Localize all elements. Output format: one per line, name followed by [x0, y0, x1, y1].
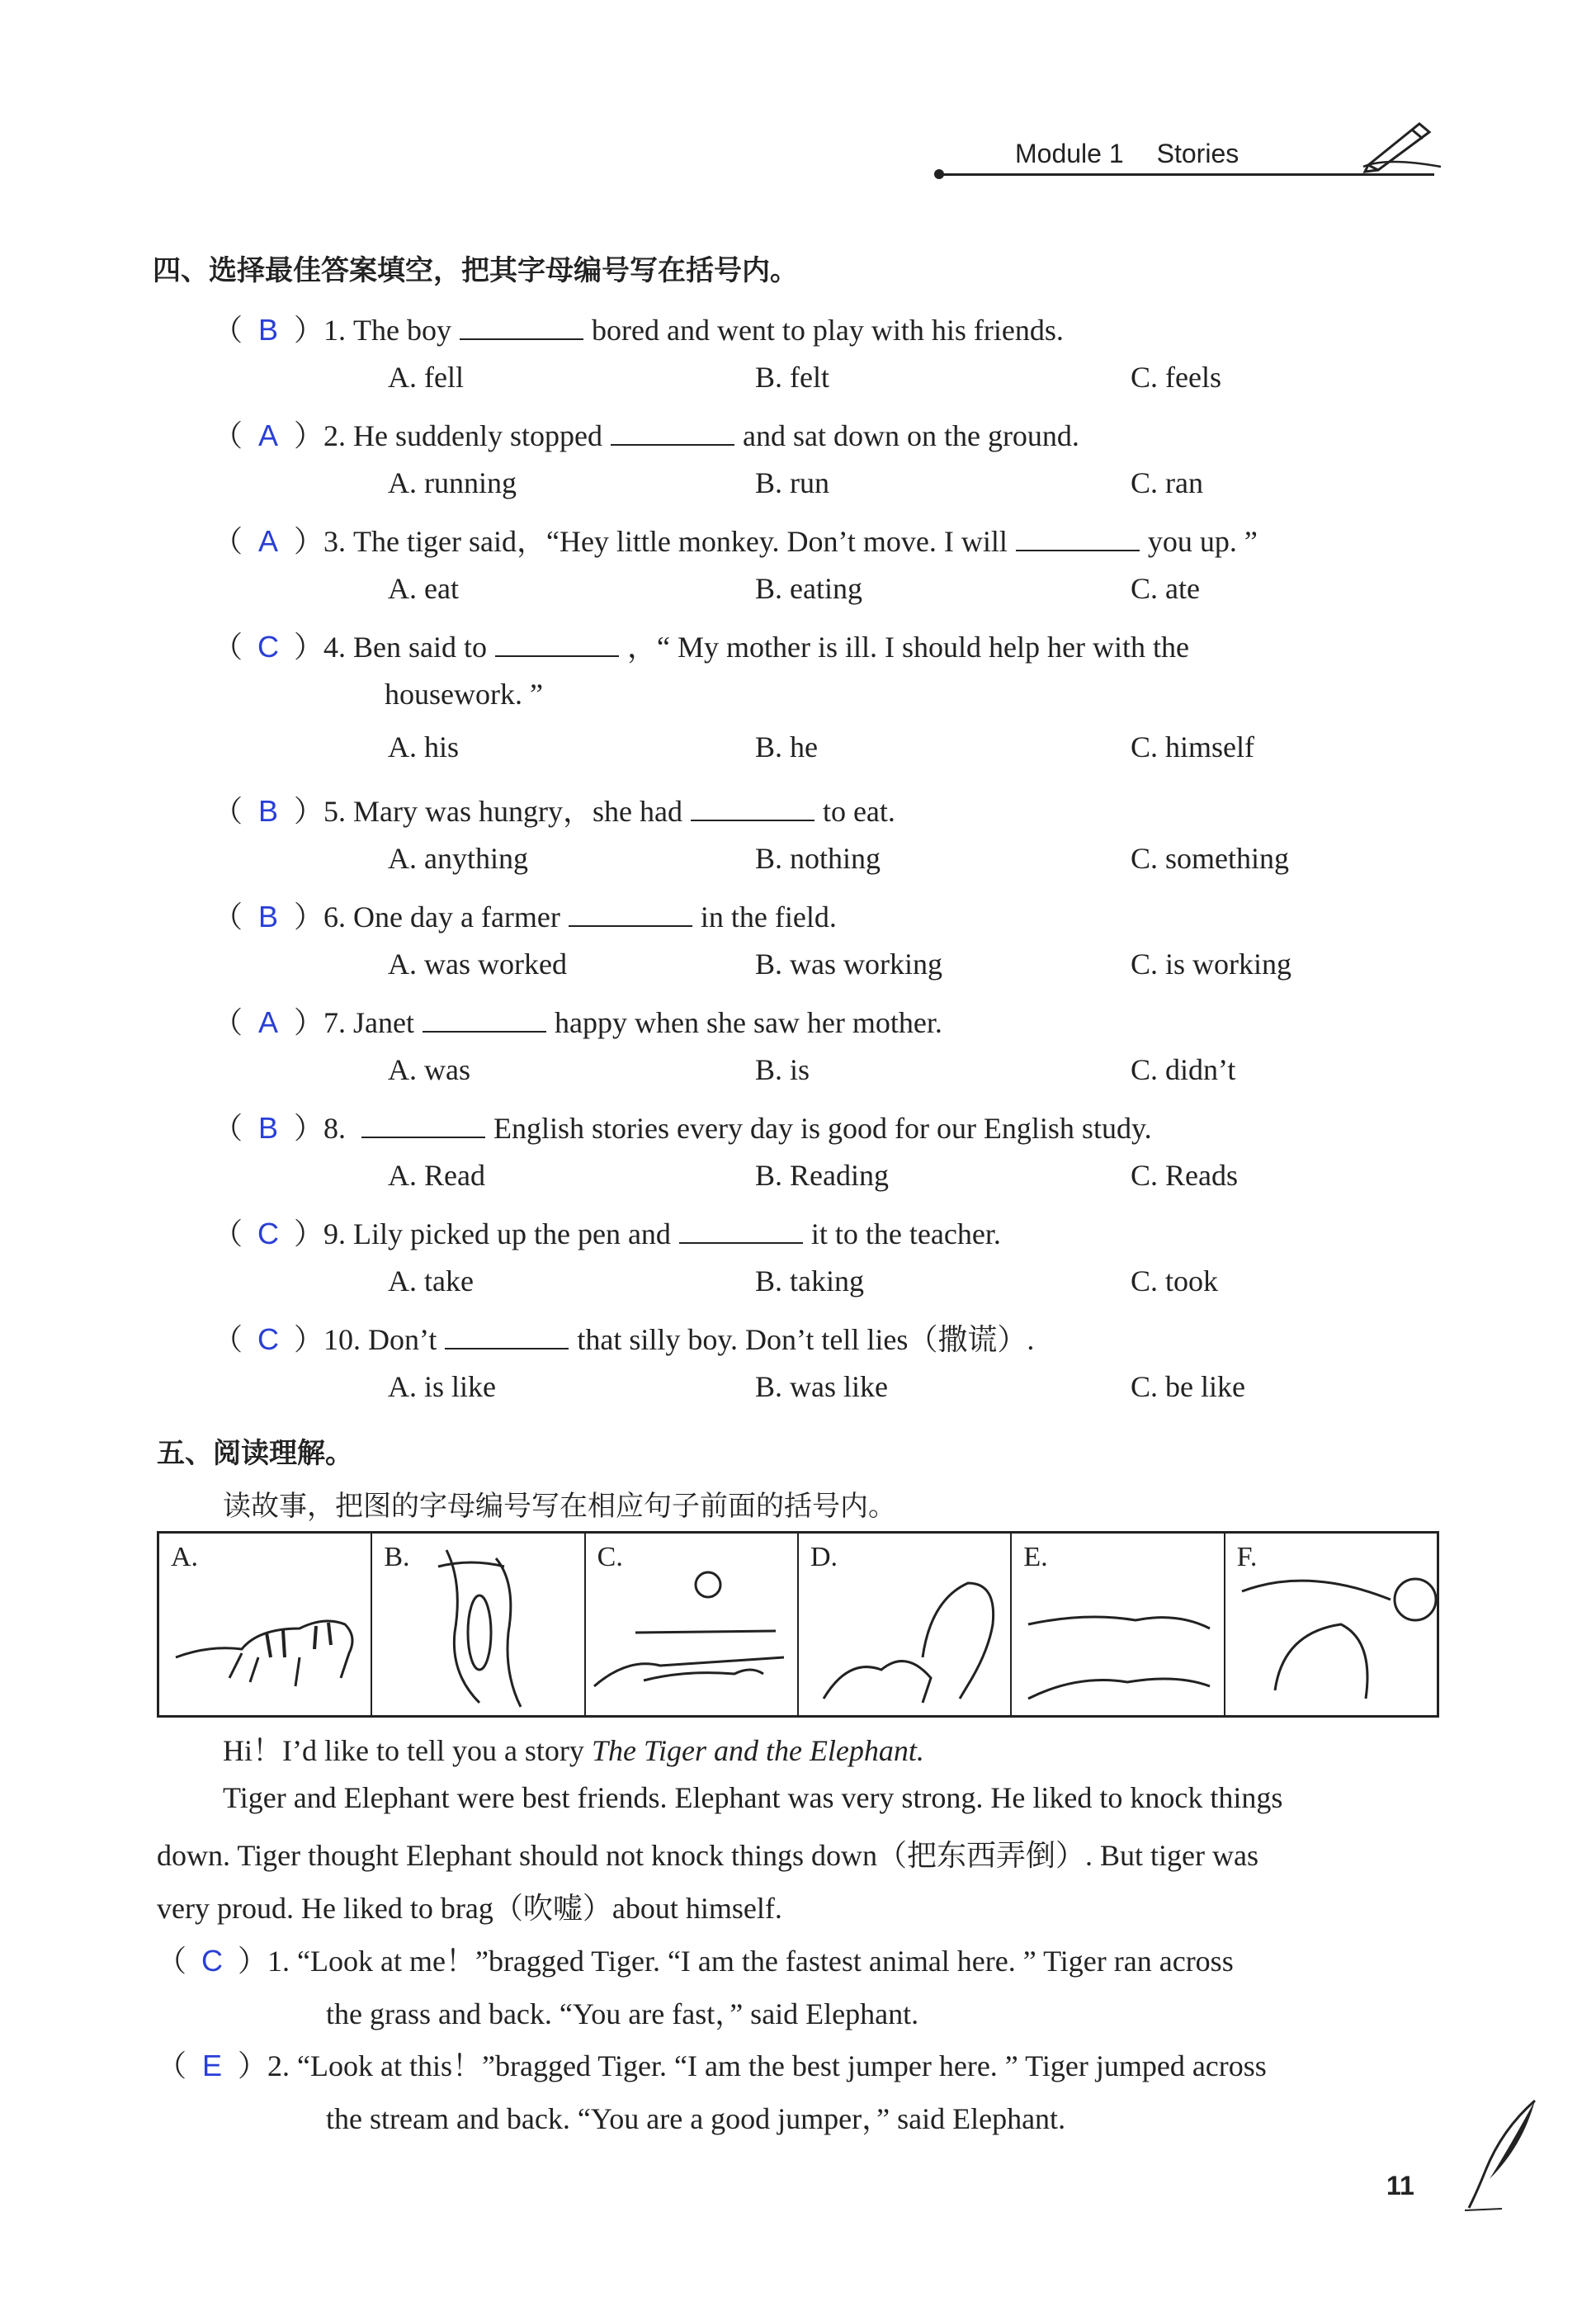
question-text-post: happy when she saw her mother.	[555, 1006, 942, 1039]
answer-option[interactable]: C. Reads	[1131, 1159, 1238, 1192]
open-paren: （	[213, 1006, 243, 1039]
answer-option[interactable]: B. he	[755, 730, 818, 763]
open-paren: （	[213, 1217, 243, 1250]
picture-label: E.	[1023, 1542, 1048, 1572]
answer-field[interactable]: A	[258, 524, 279, 558]
answer-field[interactable]: C	[257, 630, 280, 664]
answer-field[interactable]: E	[202, 2049, 223, 2082]
picture-strip	[157, 1531, 1439, 1718]
answer-blank[interactable]	[423, 1006, 546, 1033]
picture-b	[372, 1534, 585, 1715]
answer-blank[interactable]	[679, 1217, 803, 1244]
question-text-pre: He suddenly stopped	[353, 419, 602, 452]
question-text-post: bored and went to play with his friends.	[592, 314, 1064, 347]
close-paren: ）	[238, 1945, 268, 1978]
elephant-tree-icon	[1225, 1534, 1438, 1715]
answer-option[interactable]: C. is working	[1131, 948, 1292, 981]
question-row	[213, 518, 1258, 560]
question-text-post: in the field.	[700, 900, 837, 933]
item-number: 1.	[267, 1945, 290, 1978]
answer-option[interactable]: A. take	[388, 1264, 474, 1297]
question-row	[213, 1105, 1152, 1147]
open-paren: （	[213, 525, 243, 558]
question-row	[213, 1000, 942, 1042]
picture-e	[1012, 1534, 1225, 1715]
question-number: 1.	[323, 314, 347, 347]
question-number: 6.	[323, 900, 347, 933]
item-text: “Look at me！”bragged Tiger. “I am the fastest animal here. ” Tiger ran across	[297, 1945, 1234, 1978]
tiger-standing-icon	[159, 1534, 372, 1715]
picture-label: A.	[171, 1542, 199, 1572]
answer-option[interactable]: B. taking	[755, 1264, 864, 1297]
section5-title: 五、阅读理解。	[157, 1437, 353, 1470]
item-text-continuation: the stream and back. “You are a good jumper，” said Elephant.	[326, 2102, 1066, 2135]
open-paren: （	[213, 795, 243, 828]
answer-blank[interactable]	[445, 1323, 569, 1349]
close-paren: ）	[294, 1006, 324, 1039]
question-row	[213, 894, 837, 936]
picture-label: B.	[384, 1542, 410, 1572]
open-paren: （	[213, 314, 243, 347]
question-text-post: ，“ My mother is ill. I should help her with the	[627, 631, 1189, 664]
question-text-pre: Don’t	[368, 1323, 437, 1356]
answer-field[interactable]: B	[258, 900, 279, 933]
close-paren: ）	[294, 314, 324, 347]
module-label: Module 1	[1015, 139, 1124, 168]
reading-item	[157, 1938, 1234, 1980]
story-line: Tiger and Elephant were best friends. Elephant was very strong. He liked to knock things	[223, 1781, 1283, 1814]
question-text-pre: Janet	[353, 1006, 414, 1039]
section5-instruction: 读故事，把图的字母编号写在相应句子前面的括号内。	[223, 1490, 896, 1523]
question-text-pre: Mary was hungry，she had	[353, 795, 682, 828]
picture-label: C.	[597, 1542, 623, 1572]
answer-option[interactable]: A. fell	[388, 361, 464, 394]
close-paren: ）	[294, 900, 324, 933]
open-paren: （	[213, 900, 243, 933]
answer-option[interactable]: B. run	[755, 466, 829, 499]
pen-icon	[1362, 116, 1444, 177]
answer-blank[interactable]	[1016, 525, 1140, 551]
answer-option[interactable]: B. is	[755, 1053, 810, 1086]
question-continuation: housework. ”	[385, 678, 543, 711]
answer-option[interactable]: B. nothing	[755, 842, 881, 875]
question-text-pre: Lily picked up the pen and	[353, 1217, 671, 1250]
picture-f	[1225, 1534, 1437, 1715]
question-row	[213, 788, 895, 830]
question-row	[213, 1211, 1001, 1253]
question-number: 10.	[323, 1323, 361, 1356]
open-paren: （	[213, 419, 243, 452]
close-paren: ）	[294, 525, 324, 558]
question-row	[213, 307, 1064, 349]
page-number: 11	[1386, 2171, 1414, 2200]
answer-option[interactable]: B. eating	[755, 572, 862, 605]
item-text: “Look at this！”bragged Tiger. “I am the best jumper here. ” Tiger jumped across	[297, 2049, 1267, 2082]
question-text-pre: One day a farmer	[353, 900, 560, 933]
answer-field[interactable]: C	[201, 1944, 224, 1978]
picture-label: D.	[810, 1542, 838, 1572]
question-number: 8.	[323, 1112, 347, 1145]
module-title: Stories	[1156, 139, 1239, 168]
header-rule	[939, 173, 1434, 176]
answer-option[interactable]: C. ate	[1131, 572, 1200, 605]
close-paren: ）	[294, 631, 324, 664]
tiger-jumping-icon	[1012, 1534, 1225, 1715]
open-paren: （	[213, 1323, 243, 1356]
answer-option[interactable]: A. was worked	[388, 948, 567, 981]
answer-option[interactable]: C. something	[1131, 842, 1290, 875]
question-text-post: to eat.	[822, 795, 895, 828]
close-paren: ）	[294, 795, 324, 828]
answer-blank[interactable]	[361, 1112, 485, 1138]
answer-blank[interactable]	[460, 314, 583, 340]
story-title: The Tiger and the Elephant.	[591, 1734, 924, 1767]
answer-option[interactable]: A. was	[388, 1053, 470, 1086]
answer-field[interactable]: B	[258, 313, 279, 347]
answer-option[interactable]: A. his	[388, 730, 460, 763]
answer-option[interactable]: C. didn’t	[1131, 1053, 1236, 1086]
answer-blank[interactable]	[611, 419, 734, 446]
story-intro-text: Hi！I’d like to tell you a story	[223, 1734, 592, 1767]
close-paren: ）	[294, 1323, 324, 1356]
reading-item	[157, 2043, 1267, 2085]
answer-option[interactable]: A. Read	[388, 1159, 485, 1192]
answer-option[interactable]: B. was like	[755, 1370, 888, 1403]
section4-title: 四、选择最佳答案填空，把其字母编号写在括号内。	[153, 254, 798, 287]
question-text-pre: Ben said to	[353, 631, 488, 664]
open-paren: （	[213, 1112, 243, 1145]
answer-field[interactable]: B	[258, 1111, 279, 1145]
answer-option[interactable]: B. was working	[755, 948, 942, 981]
answer-option[interactable]: C. feels	[1131, 361, 1221, 394]
story-line: very proud. He liked to brag（吹嘘）about himself.	[157, 1892, 782, 1925]
picture-d	[799, 1534, 1012, 1715]
answer-field[interactable]: A	[258, 1005, 279, 1039]
answer-option[interactable]: C. be like	[1131, 1370, 1245, 1403]
question-text-post: English stories every day is good for our English study.	[493, 1112, 1152, 1145]
answer-option[interactable]: C. ran	[1131, 466, 1203, 499]
answer-option[interactable]: A. eat	[388, 572, 459, 605]
question-text-pre: The tiger said，“Hey little monkey. Don’t move. I will	[353, 525, 1008, 558]
question-number: 2.	[323, 419, 347, 452]
question-text-post: that silly boy. Don’t tell lies（撒谎）.	[577, 1323, 1035, 1356]
answer-field[interactable]: A	[258, 418, 279, 452]
tiger-climbing-icon	[372, 1534, 585, 1715]
answer-option[interactable]: C. himself	[1131, 730, 1254, 763]
close-paren: ）	[294, 419, 324, 452]
answer-option[interactable]: A. anything	[388, 842, 528, 875]
question-number: 7.	[323, 1006, 347, 1039]
question-number: 3.	[323, 525, 347, 558]
story-line: down. Tiger thought Elephant should not knock things down（把东西弄倒）. But tiger was	[157, 1839, 1258, 1872]
question-number: 9.	[323, 1217, 347, 1250]
question-row	[213, 1316, 1034, 1359]
answer-blank[interactable]	[495, 631, 619, 657]
question-number: 5.	[323, 795, 347, 828]
answer-option[interactable]: A. is like	[388, 1370, 496, 1403]
answer-field[interactable]: C	[257, 1322, 280, 1356]
answer-blank[interactable]	[569, 900, 692, 927]
close-paren: ）	[238, 2049, 268, 2082]
answer-field[interactable]: C	[257, 1217, 280, 1250]
answer-blank[interactable]	[691, 795, 815, 821]
picture-a	[159, 1534, 372, 1715]
answer-option[interactable]: B. felt	[755, 361, 829, 394]
quill-icon	[1452, 2096, 1543, 2216]
question-row	[213, 413, 1079, 455]
item-text-continuation: the grass and back. “You are fast，” said Elephant.	[326, 1997, 919, 2030]
answer-option[interactable]: A. running	[388, 466, 517, 499]
tiger-running-icon	[586, 1534, 799, 1715]
question-number: 4.	[323, 631, 347, 664]
question-text-pre: The boy	[353, 314, 451, 347]
picture-label: F.	[1236, 1542, 1258, 1572]
question-text-post: and sat down on the ground.	[743, 419, 1079, 452]
open-paren: （	[157, 1945, 187, 1978]
open-paren: （	[157, 2049, 187, 2082]
question-text-post: you up. ”	[1147, 525, 1258, 558]
close-paren: ）	[294, 1217, 324, 1250]
picture-c	[586, 1534, 799, 1715]
question-row	[213, 624, 1189, 666]
elephant-knocking-icon	[799, 1534, 1012, 1715]
running-header	[1015, 139, 1239, 169]
answer-option[interactable]: C. took	[1131, 1264, 1219, 1297]
open-paren: （	[213, 631, 243, 664]
answer-field[interactable]: B	[258, 794, 279, 828]
answer-option[interactable]: B. Reading	[755, 1159, 889, 1192]
item-number: 2.	[267, 2049, 290, 2082]
close-paren: ）	[294, 1112, 324, 1145]
story-intro	[223, 1728, 924, 1770]
question-text-post: it to the teacher.	[810, 1217, 1001, 1250]
